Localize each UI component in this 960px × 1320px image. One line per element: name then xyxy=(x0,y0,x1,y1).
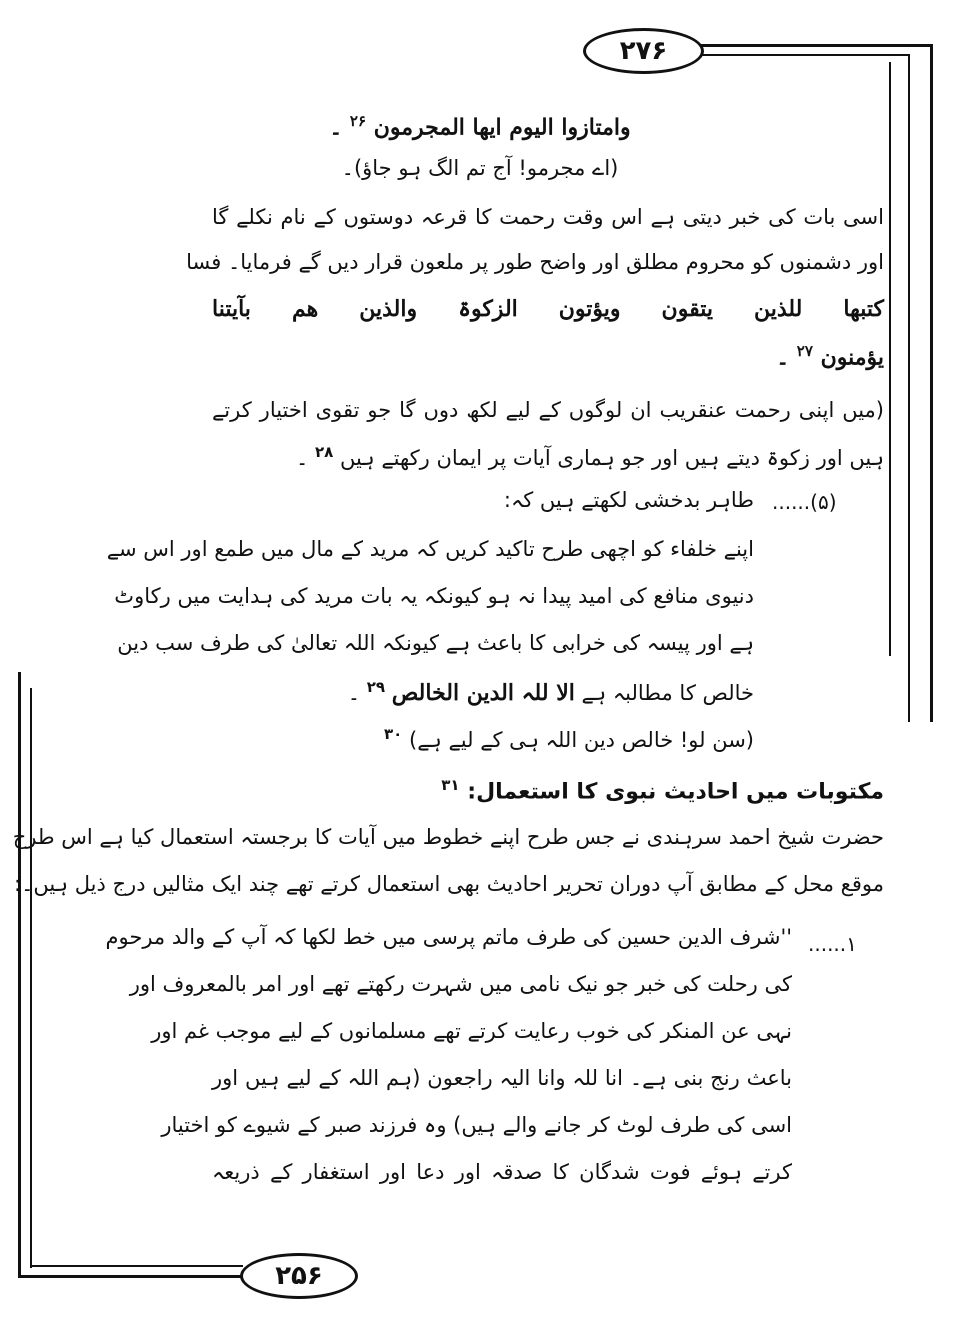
item-5-intro: طاہر بدخشی لکھتے ہیں کہ: xyxy=(503,488,754,512)
item-1-line-5: اسی کی طرف لوٹ کر جانے والے ہیں) وہ فرزند صبر کے شیوے کو اختیار xyxy=(161,1113,792,1137)
footnote-29: ۲۹ xyxy=(366,678,386,696)
footnote-28: ۲۸ xyxy=(315,443,334,461)
section-2-line-1: حضرت شیخ احمد سرہندی نے جس طرح اپنے خطوط میں آیات کا برجستہ استعمال کیا ہے اس طرح xyxy=(12,825,884,849)
frame-right-outer xyxy=(930,44,933,722)
item-5-translation xyxy=(350,725,754,752)
arabic-quote-line-2: یؤمنون $^{۲۷}$ ۔ xyxy=(776,342,884,371)
item-5-line-2: دنیوی منافع کی امید پیدا نہ ہو کیونکہ یہ بات مرید کی ہدایت میں رکاوٹ xyxy=(114,584,754,608)
section-heading-text: مکتوبات میں احادیث نبوی کا استعمال: xyxy=(467,779,884,805)
paragraph-line-2: اور دشمنوں کو محروم مطلق اور واضح طور پر ملعون قرار دیں گے فرمایا۔ فسا xyxy=(186,250,884,274)
section-heading xyxy=(441,776,884,805)
paragraph-line-1: اسی بات کی خبر دیتی ہے اس وقت رحمت کا قرعہ دوستوں کے نام نکلے گا xyxy=(212,205,884,229)
item-5-line-1: اپنے خلفاء کو اچھی طرح تاکید کریں کہ مرید کے مال میں طمع اور اس سے xyxy=(106,537,754,561)
item-5-translation-text: (سن لو! خالص دین اللہ ہی کے لیے ہے) xyxy=(409,728,754,752)
frame-bottom-inner xyxy=(30,1265,243,1267)
frame-left-inner xyxy=(30,688,32,1268)
translation-line-2-text: ہیں اور زکوۃ دیتے ہیں اور جو ہماری آیات پر ایمان رکھتے ہیں xyxy=(340,446,884,470)
footnote-26: ۲۶ xyxy=(349,112,367,130)
arabic-verse-line: وامتازوا الیوم ایھا المجرمون $^{۲۶}$ ۔ xyxy=(329,112,631,141)
footnote-30: ۳۰ xyxy=(384,725,403,743)
item-5-line-4-text: خالص کا مطالبہ ہے xyxy=(581,681,754,705)
item-1-line-3: نہی عن المنکر کی خوب رعایت کرتے تھے مسلمانوں کے لیے موجب غم اور xyxy=(151,1019,792,1043)
item-1-marker: ۱...... xyxy=(808,932,857,956)
item-1-line-4: باعث رنج بنی ہے۔ انا للہ وانا الیہ راجعون (ہم اللہ کے لیے ہیں اور xyxy=(212,1066,792,1090)
page-number-bottom-text: ۲۵۶ xyxy=(275,1261,323,1291)
footnote-27: ۲۷ xyxy=(796,342,813,360)
frame-top-outer xyxy=(700,44,932,47)
verse-translation: (اے مجرمو! آج تم الگ ہو جاؤ)۔ xyxy=(341,156,619,180)
translation-line-1: (میں اپنی رحمت عنقریب ان لوگوں کے لیے لکھ دوں گا جو تقوی اختیار کرتے xyxy=(212,398,884,422)
frame-right-inner2 xyxy=(889,62,891,656)
frame-top-inner xyxy=(700,54,910,56)
item-5-line-4: خالص کا مطالبہ ہے الا للہ الدین الخالص $^{۲۹}$ ۔ xyxy=(347,678,754,706)
item-5-arabic-quote: الا للہ الدین الخالص xyxy=(391,680,575,706)
footnote-31: ۳۱ xyxy=(441,776,460,794)
arabic-verse-text: وامتازوا الیوم ایھا المجرمون xyxy=(373,114,631,141)
arabic-quote-line-1: کتبھا للذین یتقون ویؤتون الزکوۃ والذین ھم بآیتنا xyxy=(212,296,884,322)
item-1-line-6: کرتے ہوئے فوت شدگان کا صدقہ اور دعا اور استغفار کے ذریعہ xyxy=(212,1160,792,1184)
item-1-line-1: ''شرف الدین حسین کی طرف ماتم پرسی میں خط لکھا کہ آپ کے والد مرحوم xyxy=(105,925,792,949)
item-5-marker: (۵)...... xyxy=(772,490,837,514)
frame-left-outer xyxy=(18,672,21,1277)
page-number-top xyxy=(583,28,704,74)
item-1-line-2: کی رحلت کی خبر جو نیک نامی میں شہرت رکھتے تھے اور امر بالمعروف اور xyxy=(129,972,792,996)
frame-right-inner xyxy=(908,54,910,722)
item-5-line-3: ہے اور پیسہ کی خرابی کا باعث ہے کیونکہ اللہ تعالیٰ کی طرف سب دین xyxy=(117,631,754,655)
frame-bottom-outer xyxy=(18,1275,243,1278)
section-2-line-2: موقع محل کے مطابق آپ دوران تحریر احادیث بھی استعمال کرتے تھے چند ایک مثالیں درج ذیل ہیں۔: xyxy=(14,872,884,896)
translation-line-2: ہیں اور زکوۃ دیتے ہیں اور جو ہماری آیات پر ایمان رکھتے ہیں $^{۲۸}$ ۔ xyxy=(296,443,884,470)
page-number-bottom xyxy=(240,1253,358,1299)
page-number-top-text: ۲۷۶ xyxy=(619,36,668,66)
arabic-quote-text: یؤمنون xyxy=(820,344,884,371)
